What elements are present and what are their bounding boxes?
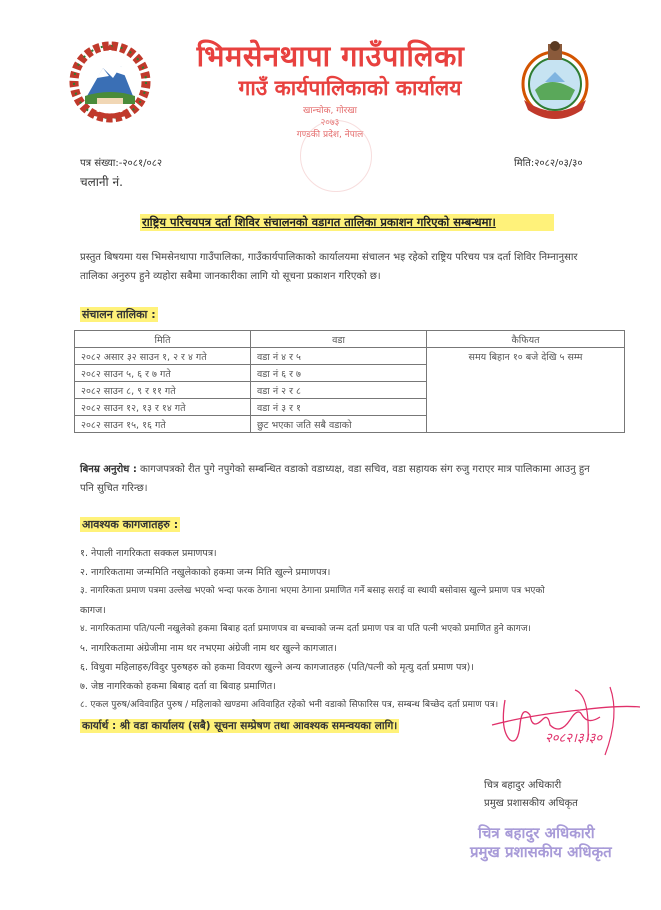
faded-office-seal	[300, 120, 372, 192]
row-ward: वडा नं ३ र १	[251, 399, 427, 416]
schedule-table	[74, 330, 625, 433]
row-date: २०८२ साउन ८, ९ र ११ गते	[75, 382, 251, 399]
list-item: ४. नागरिकतामा पति/पत्नी नखुलेको हकमा बिबाह दर्ता प्रमाणपत्र वा बच्चाको जन्म दर्ता प्रमाण पत्र वा पति पत्नी भएको प्रमाणित हुने कागज।	[80, 624, 531, 634]
address-line-1: खान्चोक, गोरखा	[302, 106, 357, 116]
municipality-name: भिमसेनथापा गाउँपालिका	[196, 39, 465, 73]
address-line-3: गण्डकी प्रदेश, नेपाल	[296, 130, 364, 140]
row-ward: वडा नं ६ र ७	[251, 365, 427, 382]
row-date: २०८२ साउन १२, १३ र १४ गते	[75, 399, 251, 416]
row-date: २०८२ साउन ५, ६ र ७ गते	[75, 365, 251, 382]
dispatch-number: चलानी नं.	[80, 175, 123, 189]
list-item: ६. विधुवा महिलाहरु/विदुर पुरुषहरु को हकमा विवरण खुल्ने अन्य कागजातहरु (पति/पत्नी को मृत्यु दर्ता प्रमाण पत्र)।	[80, 662, 474, 673]
schedule-heading	[80, 303, 158, 322]
intro-paragraph: प्रस्तुत बिषयमा यस भिमसेनथापा गाउँपालिका, गाउँकार्यपालिकाको कार्यालयमा संचालन भइ रहेको राष्ट्रिय परिचय पत्र दर्ता शिविर निम्नानुसार तालिका अनुरुप हुने व्यहोरा सबैमा जानकारीका लागि यो सूचना प्रकाशन गरिएको छ।	[80, 252, 578, 282]
signatory-title: प्रमुख प्रशासकीय अधिकृत	[484, 798, 578, 809]
cc-text: कार्यार्थ : श्री वडा कार्यालय (सबै) सूचना सम्प्रेषण तथा आवश्यक समन्वयका लागि।	[82, 720, 398, 732]
list-item: कागज।	[80, 605, 106, 616]
table-row	[75, 348, 625, 365]
address-line-2: २०७३	[320, 118, 340, 128]
row-date: २०८२ साउन १५, १६ गते	[75, 416, 251, 433]
list-item: ३. नागरिकता प्रमाण पत्रमा उल्लेख भएको भन्दा फरक ठेगाना भएमा ठेगाना प्रमाणित गर्ने बसाइ सराई वा स्थायी बसोवास खुल्ने प्रमाण पत्र भएको	[80, 586, 545, 596]
list-item: ५. नागरिकतामा अंग्रेजीमा नाम थर नभएमा अंग्रेजी नाम थर खुल्ने कागजात।	[80, 643, 337, 654]
list-item: ८. एकल पुरुष/अविवाहित पुरुष / महिलाको खण्डमा अविवाहित रहेको भनी वडाको सिफारिस पत्र, सम्बन्ध बिच्छेद दर्ता प्रमाण पत्र।	[80, 700, 499, 710]
cc-line	[80, 714, 399, 733]
letter-date: मिति:२०८२/०३/३०	[514, 158, 583, 169]
documents-heading	[80, 513, 180, 532]
table-header-row	[75, 331, 625, 348]
row-date: २०८२ असार ३२ साउन १, २ र ४ गते	[75, 348, 251, 365]
column-header-ward: वडा	[251, 331, 427, 348]
list-item: ७. जेष्ठ नागरिकको हकमा बिबाह दर्ता वा बिवाह प्रमाणित।	[80, 681, 276, 692]
request-text: कागजपत्रको रीत पुगे नपुगेको सम्बन्धित वडाको वडाध्यक्ष, वडा सचिव, वडा सहायक संग रुजु गराएर मात्र पालिकामा आउनु हुन पनि सुचित गरिन्छ।	[80, 464, 590, 494]
reference-number: पत्र संख्या:-२०८१/०८२	[80, 158, 163, 169]
column-header-date: मिति	[75, 331, 251, 348]
subject-line: राष्ट्रिय परिचयपत्र दर्ता शिविर संचालनको वडागत तालिका प्रकाशन गरिएको सम्बन्धमा।	[140, 214, 554, 231]
signatory-name: चित्र बहादुर अधिकारी	[484, 780, 562, 791]
column-header-remarks: कैफियत	[427, 331, 625, 348]
row-ward: छुट भएका जति सबै वडाको	[251, 416, 427, 433]
signature-date: २०८२।३।३०	[545, 731, 603, 746]
row-ward: वडा नं २ र ८	[251, 382, 427, 399]
schedule-heading-text: संचालन तालिका :	[82, 308, 156, 321]
list-item: २. नागरिकतामा जन्ममिति नखुलेकाको हकमा जन्म मिति खुल्ने प्रमाणपत्र।	[80, 567, 331, 578]
handwritten-signature	[470, 685, 650, 765]
title-stamp: प्रमुख प्रशासकीय अधिकृत	[470, 843, 612, 861]
documents-heading-text: आवश्यक कागजातहरु :	[82, 518, 179, 531]
request-paragraph	[80, 460, 600, 498]
remarks-cell: समय बिहान १० बजे देखि ५ सम्म	[427, 348, 625, 433]
row-ward: वडा नं ४ र ५	[251, 348, 427, 365]
request-label: बिनम्र अनुरोध :	[80, 464, 137, 475]
office-name: गाउँ कार्यपालिकाको कार्यालय	[238, 76, 462, 100]
list-item: १. नेपाली नागरिकता सक्कल प्रमाणपत्र।	[80, 548, 217, 559]
name-stamp: चित्र बहादुर अधिकारी	[478, 824, 595, 842]
